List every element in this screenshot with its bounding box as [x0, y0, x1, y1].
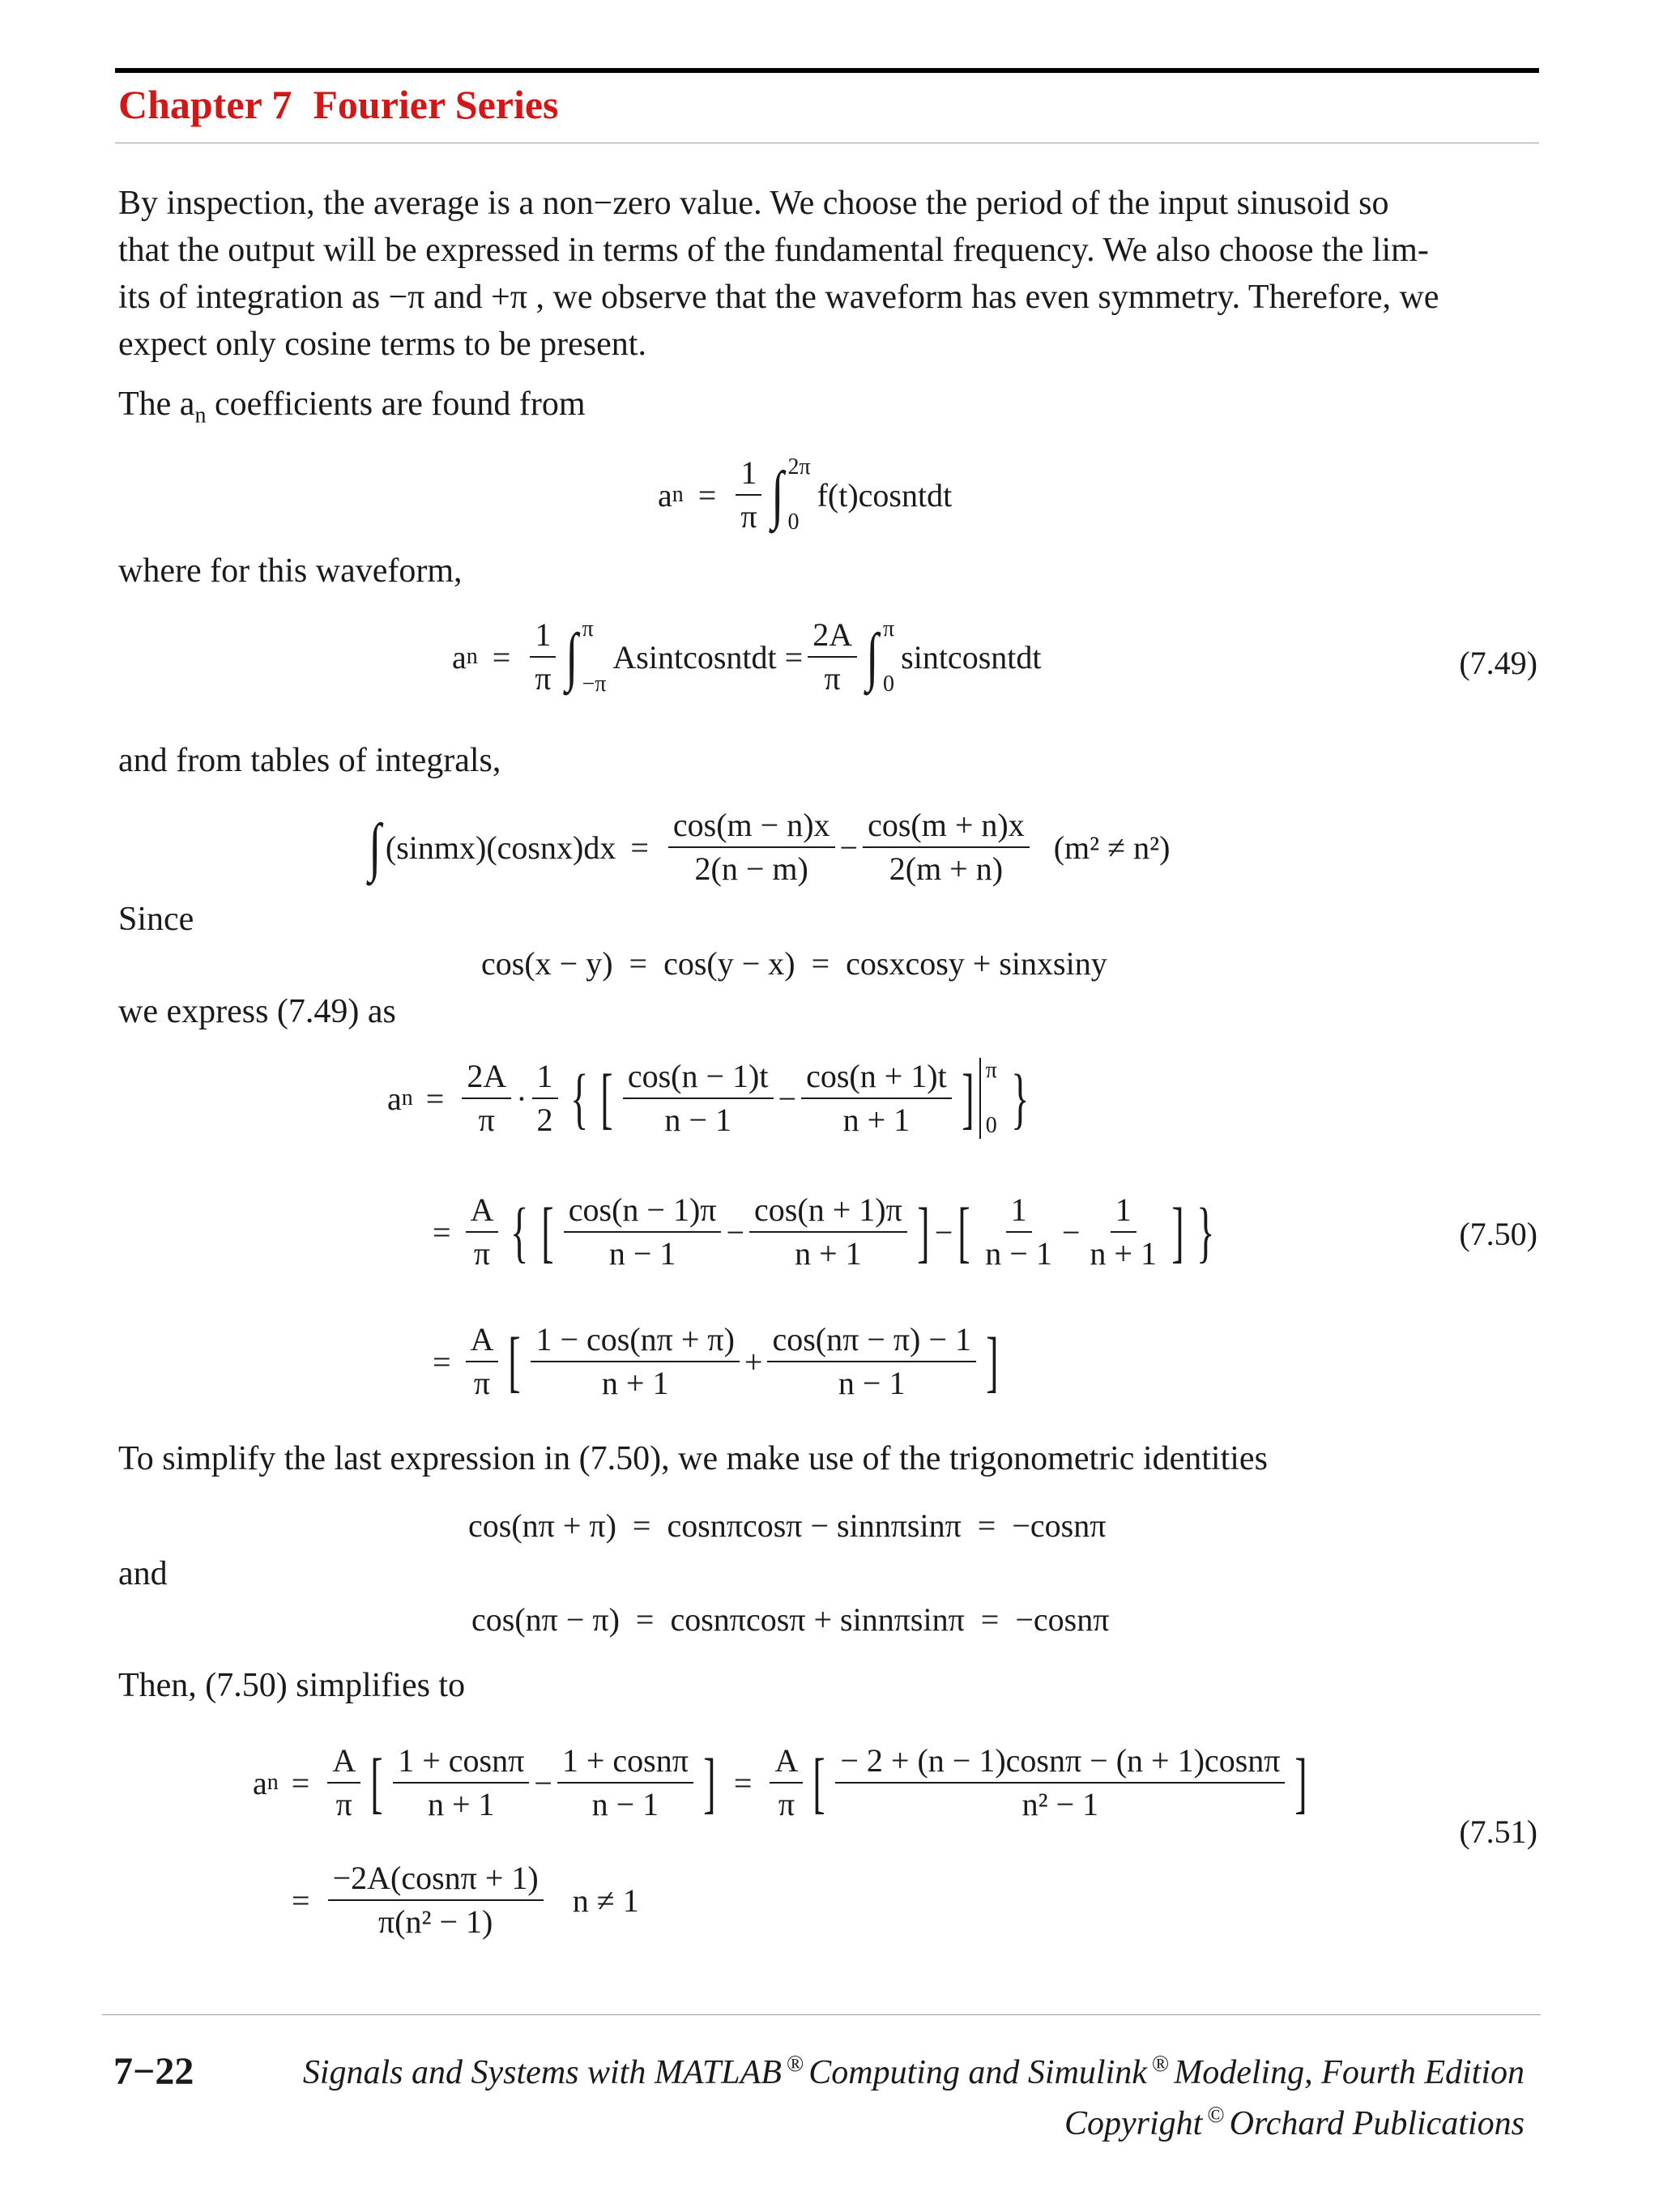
equation-7-50-line1 — [387, 1057, 1036, 1140]
chapter-heading — [118, 81, 559, 128]
text-line: that the output will be expressed in terms of the fundamental frequency. We also choose the lim- — [118, 232, 1429, 269]
numerator: −2A(cosnπ + 1) — [328, 1859, 544, 1901]
numerator: 1 + cosnπ — [557, 1741, 693, 1784]
integral-limits — [787, 454, 810, 535]
equation-identity-plus: cos(nπ + π) = cosnπcosπ − sinnπsinπ = −cosnπ — [468, 1507, 1107, 1544]
equals-sign: = — [733, 1764, 753, 1801]
upper-limit: 2π — [787, 454, 811, 479]
paragraph-and: and — [118, 1555, 168, 1592]
paragraph-simplify: To simplify the last expression in (7.50), we make use of the trigonometric identities — [118, 1440, 1268, 1477]
equation-integral-table — [365, 806, 1170, 889]
denominator: π — [740, 498, 757, 535]
denominator: n − 1 — [985, 1235, 1052, 1272]
equation-identity-minus: cos(nπ − π) = cosnπcosπ + sinnπsinπ = −cosnπ — [471, 1601, 1110, 1638]
book-title-part: Signals and Systems with MATLAB — [302, 2054, 782, 2091]
denominator: 2(n − m) — [694, 850, 808, 887]
equals-sign: = — [433, 1213, 451, 1251]
fraction — [1085, 1191, 1162, 1273]
integrand: Asintcosntdt = — [612, 638, 804, 676]
minus-sign: − — [726, 1213, 745, 1251]
denominator: n + 1 — [795, 1235, 862, 1272]
book-title-part: Computing and Simulink — [808, 2054, 1147, 2091]
fraction — [328, 1859, 544, 1941]
left-brace: { — [510, 1194, 529, 1270]
fraction — [808, 616, 857, 698]
denominator: π — [778, 1786, 795, 1822]
paragraph-since: Since — [118, 901, 194, 938]
denominator: π — [535, 660, 552, 697]
equation-7-49 — [452, 616, 1041, 698]
denominator: π — [473, 1235, 491, 1272]
paragraph-then: Then, (7.50) simplifies to — [118, 1667, 466, 1704]
fraction — [557, 1741, 693, 1824]
paragraph-coefficients — [118, 381, 585, 439]
denominator: 2 — [536, 1102, 553, 1138]
denominator: n + 1 — [1090, 1235, 1157, 1272]
equation-7-51-line2 — [292, 1859, 639, 1941]
fraction — [530, 616, 556, 698]
fraction — [767, 1320, 975, 1403]
fraction — [801, 1057, 952, 1140]
numerator: 1 — [532, 1057, 558, 1099]
fraction — [736, 454, 761, 536]
registered-mark: ® — [1151, 2052, 1170, 2077]
eq-lhs-sub: n — [401, 1085, 413, 1110]
denominator: π — [473, 1365, 491, 1401]
evaluation-limits — [979, 1058, 997, 1139]
denominator: n + 1 — [427, 1786, 495, 1822]
integrand: f(t)cosntdt — [817, 476, 953, 514]
upper-limit: π — [582, 616, 594, 641]
book-title-part: Modeling, Fourth Edition — [1174, 2054, 1525, 2091]
paragraph-intro — [118, 180, 1439, 368]
equation-number-7-49: (7.49) — [1459, 645, 1537, 681]
numerator: 2A — [808, 616, 857, 658]
eq-lhs-sub: n — [267, 1770, 279, 1795]
copyright-symbol: © — [1207, 2103, 1225, 2128]
left-bracket: [ — [541, 1194, 554, 1270]
integral-limits — [582, 616, 606, 697]
left-brace: { — [569, 1060, 588, 1136]
upper-limit: π — [985, 1058, 997, 1083]
numerator: 1 — [1111, 1191, 1137, 1233]
upper-limit: π — [883, 616, 895, 641]
lower-limit: 0 — [883, 671, 894, 697]
fraction — [393, 1741, 529, 1824]
integral-sign: ∫ — [866, 620, 879, 693]
minus-sign: − — [934, 1213, 953, 1251]
equation-cos-identity: cos(x − y) = cos(y − x) = cosxcosy + sinxsiny — [481, 945, 1107, 982]
fraction — [623, 1057, 774, 1140]
eq-lhs-sub: n — [466, 644, 478, 669]
fraction — [668, 806, 835, 889]
eq-lhs: a — [253, 1764, 267, 1801]
numerator: A — [327, 1741, 360, 1784]
numerator: 1 + cosnπ — [393, 1741, 529, 1784]
numerator: 1 − cos(nπ + π) — [531, 1320, 739, 1362]
right-bracket: ] — [703, 1745, 716, 1821]
fraction — [466, 1191, 499, 1273]
fraction — [863, 806, 1030, 889]
dot-operator: · — [516, 1080, 527, 1117]
text-line: its of integration as −π and +π , we observe that the waveform has even symmetry. Therefore, we — [118, 279, 1439, 316]
minus-sign: − — [839, 829, 859, 866]
chapter-title: Fourier Series — [313, 82, 559, 127]
condition: n ≠ 1 — [572, 1882, 639, 1919]
plus-sign: + — [744, 1343, 763, 1380]
fraction — [770, 1741, 803, 1824]
numerator: A — [466, 1320, 499, 1362]
publisher-name: Orchard Publications — [1229, 2105, 1525, 2142]
minus-sign: − — [534, 1764, 552, 1801]
equals-sign: = — [697, 476, 717, 514]
registered-mark: ® — [786, 2052, 804, 2077]
lower-limit: −π — [582, 671, 607, 697]
numerator: cos(m − n)x — [668, 806, 835, 848]
fraction — [466, 1320, 499, 1403]
numerator: − 2 + (n − 1)cosnπ − (n + 1)cosnπ — [835, 1741, 1285, 1784]
numerator: 1 — [530, 616, 556, 658]
subscript: n — [194, 403, 207, 428]
denominator: n + 1 — [842, 1102, 911, 1138]
denominator: π(n² − 1) — [377, 1903, 493, 1940]
fraction — [564, 1191, 722, 1273]
left-bracket: [ — [508, 1323, 522, 1400]
equals-sign: = — [425, 1080, 445, 1117]
denominator: π — [824, 660, 841, 697]
minus-sign: − — [1061, 1213, 1081, 1251]
condition: (m² ≠ n²) — [1053, 829, 1171, 866]
right-bracket: ] — [961, 1060, 975, 1136]
integral-sign: ∫ — [369, 811, 382, 883]
text: The a — [118, 386, 195, 423]
eq-lhs-sub: n — [672, 482, 684, 507]
equals-sign: = — [492, 638, 511, 676]
denominator: n + 1 — [601, 1365, 669, 1401]
right-bracket: ] — [986, 1323, 999, 1400]
equation-an-general — [658, 454, 952, 536]
right-bracket: ] — [917, 1194, 930, 1270]
book-title — [303, 2052, 1525, 2092]
integrand: (sinmx)(cosnx)dx — [385, 829, 616, 866]
numerator: cos(n + 1)π — [749, 1191, 907, 1233]
numerator: cos(nπ − π) − 1 — [767, 1320, 975, 1362]
page-number: 7−22 — [113, 2050, 194, 2093]
equation-7-50-line2 — [433, 1191, 1222, 1273]
fraction — [532, 1057, 558, 1140]
right-bracket: ] — [1171, 1194, 1184, 1270]
left-bracket: [ — [957, 1194, 971, 1270]
numerator: 2A — [462, 1057, 511, 1099]
footer-rule — [102, 2014, 1541, 2015]
fraction — [835, 1741, 1285, 1824]
equals-sign: = — [433, 1343, 451, 1380]
fraction — [980, 1191, 1057, 1273]
left-bracket: [ — [370, 1745, 383, 1821]
lower-limit: 0 — [985, 1113, 997, 1138]
text: coefficients are found from — [206, 386, 586, 423]
eq-lhs: a — [452, 638, 467, 676]
minus-sign: − — [778, 1080, 797, 1117]
denominator: π — [335, 1786, 352, 1822]
numerator: cos(n + 1)t — [801, 1057, 952, 1099]
denominator: 2(m + n) — [889, 850, 1004, 887]
right-brace: } — [1196, 1194, 1215, 1270]
fraction — [749, 1191, 907, 1273]
eq-lhs: a — [658, 476, 672, 514]
paragraph-express: we express (7.49) as — [118, 993, 396, 1030]
equation-7-51-line1 — [253, 1741, 1312, 1824]
paragraph-tables: and from tables of integrals, — [118, 742, 501, 779]
eq-lhs: a — [387, 1080, 402, 1117]
numerator: cos(n − 1)π — [564, 1191, 722, 1233]
left-bracket: [ — [600, 1060, 613, 1136]
equals-sign: = — [291, 1764, 310, 1801]
left-bracket: [ — [812, 1745, 826, 1821]
numerator: cos(m + n)x — [863, 806, 1030, 848]
denominator: n − 1 — [838, 1365, 906, 1401]
denominator: n − 1 — [591, 1786, 659, 1822]
integral-sign: ∫ — [565, 620, 578, 693]
equals-sign: = — [292, 1882, 310, 1919]
denominator: n − 1 — [608, 1235, 676, 1272]
right-brace: } — [1010, 1060, 1030, 1136]
equation-number-7-51: (7.51) — [1459, 1813, 1537, 1850]
numerator: cos(n − 1)t — [623, 1057, 774, 1099]
integral-limits — [883, 616, 894, 697]
numerator: 1 — [1006, 1191, 1032, 1233]
equation-number-7-50: (7.50) — [1459, 1216, 1537, 1252]
fraction — [327, 1741, 360, 1824]
copyright-label: Copyright — [1064, 2105, 1203, 2142]
top-rule — [115, 68, 1539, 73]
fraction — [462, 1057, 511, 1140]
numerator: 1 — [736, 454, 761, 496]
equation-7-50-line3 — [433, 1320, 1004, 1403]
lower-limit: 0 — [787, 509, 800, 535]
numerator: A — [466, 1191, 499, 1233]
text-line: By inspection, the average is a non−zero value. We choose the period of the input sinusoid so — [118, 185, 1389, 222]
equals-sign: = — [630, 829, 649, 866]
fraction — [531, 1320, 739, 1403]
denominator: n² − 1 — [1021, 1786, 1099, 1822]
chapter-label: Chapter 7 — [118, 82, 292, 127]
integrand: sintcosntdt — [901, 638, 1042, 676]
text-line: expect only cosine terms to be present. — [118, 326, 646, 363]
numerator: A — [770, 1741, 803, 1784]
paragraph-waveform: where for this waveform, — [118, 552, 463, 590]
right-bracket: ] — [1294, 1745, 1308, 1821]
copyright-line — [1064, 2103, 1525, 2143]
denominator: π — [478, 1102, 495, 1138]
denominator: n − 1 — [664, 1102, 731, 1138]
integral-sign: ∫ — [770, 458, 784, 531]
